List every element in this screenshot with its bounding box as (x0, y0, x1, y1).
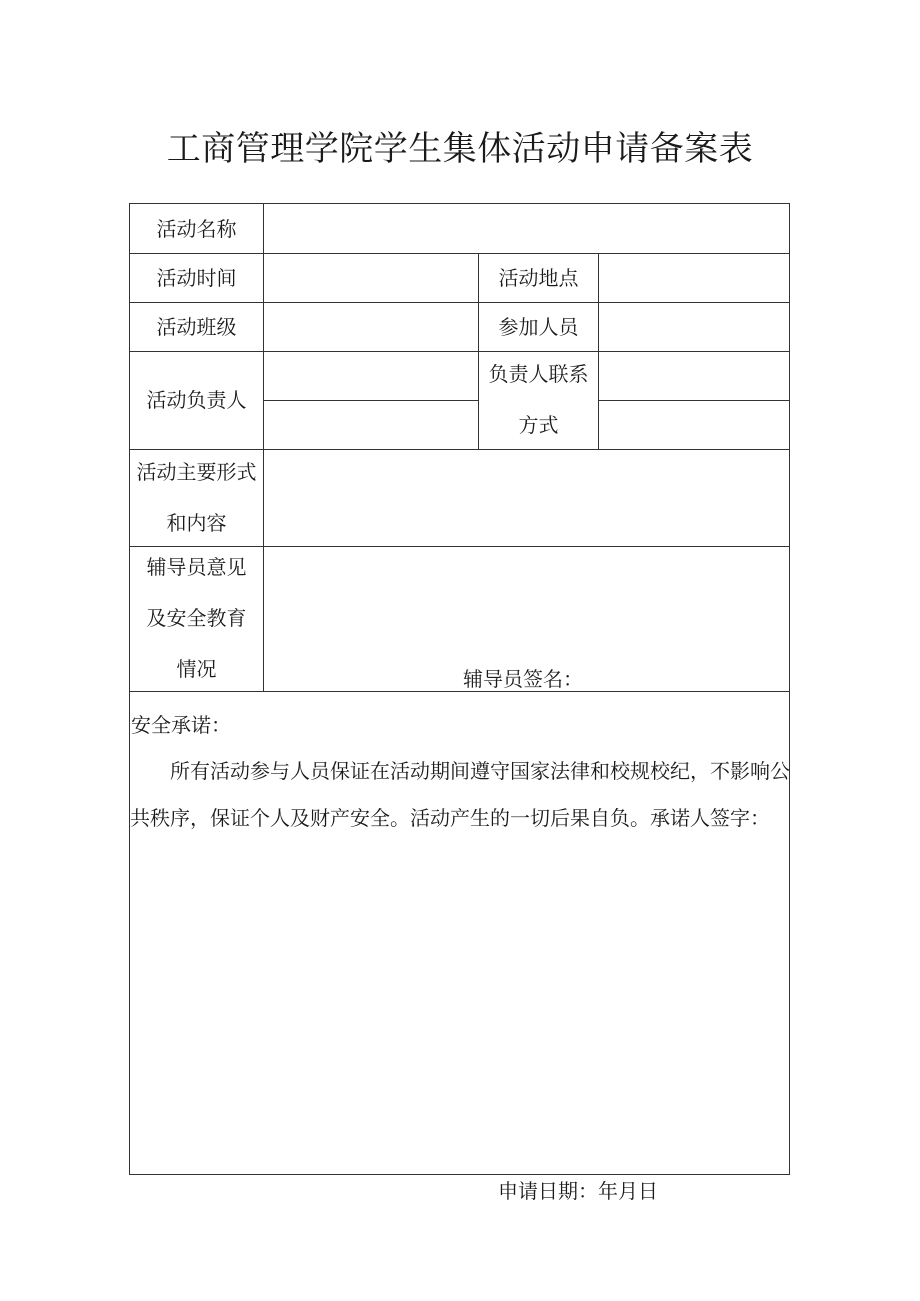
activity-class-label: 活动班级 (156, 314, 237, 339)
activity-name-field[interactable] (264, 204, 790, 253)
participants-field[interactable] (599, 302, 790, 351)
counselor-signature-label: 辅导员签名： (463, 667, 583, 691)
leader-contact-label-line2: 方式 (518, 413, 559, 437)
form-title: 工商管理学院学生集体活动申请备案表 (166, 129, 754, 169)
content-label-line2: 和内容 (166, 510, 227, 535)
activity-location-field[interactable] (599, 253, 790, 302)
leader-contact-field-1[interactable] (599, 351, 790, 400)
counselor-label-line1: 辅导员意见 (146, 555, 247, 579)
content-field[interactable] (264, 449, 790, 546)
activity-location-label: 活动地点 (498, 265, 579, 290)
commitment-heading: 安全承诺： (131, 713, 231, 737)
leader-contact-field-2[interactable] (599, 400, 790, 449)
activity-time-field[interactable] (264, 253, 478, 302)
application-date: 申请日期：年月日 (498, 1179, 658, 1203)
commitment-body: 所有活动参与人员保证在活动期间遵守国家法律和校规校纪，不影响公共秩序，保证个人及财产安全。活动产生的一切后果自负。承诺人签字： (130, 759, 790, 830)
row-divider (130, 691, 790, 692)
participants-label: 参加人员 (498, 314, 579, 339)
activity-name-label: 活动名称 (156, 216, 237, 241)
counselor-label (130, 546, 263, 691)
leader-contact-label (479, 351, 598, 449)
commitment-signature-area[interactable] (130, 894, 790, 1174)
counselor-label-line3: 情况 (176, 657, 217, 681)
leader-field-1[interactable] (264, 351, 478, 400)
activity-time-label: 活动时间 (156, 265, 237, 290)
leader-label: 活动负责人 (146, 388, 247, 412)
content-label-line1: 活动主要形式 (136, 459, 257, 484)
activity-class-field[interactable] (264, 302, 478, 351)
leader-field-2[interactable] (264, 400, 478, 449)
application-form-table (129, 203, 790, 1175)
content-label (130, 449, 263, 546)
leader-contact-label-line1: 负责人联系 (488, 362, 589, 386)
counselor-label-line2: 及安全教育 (146, 606, 247, 630)
